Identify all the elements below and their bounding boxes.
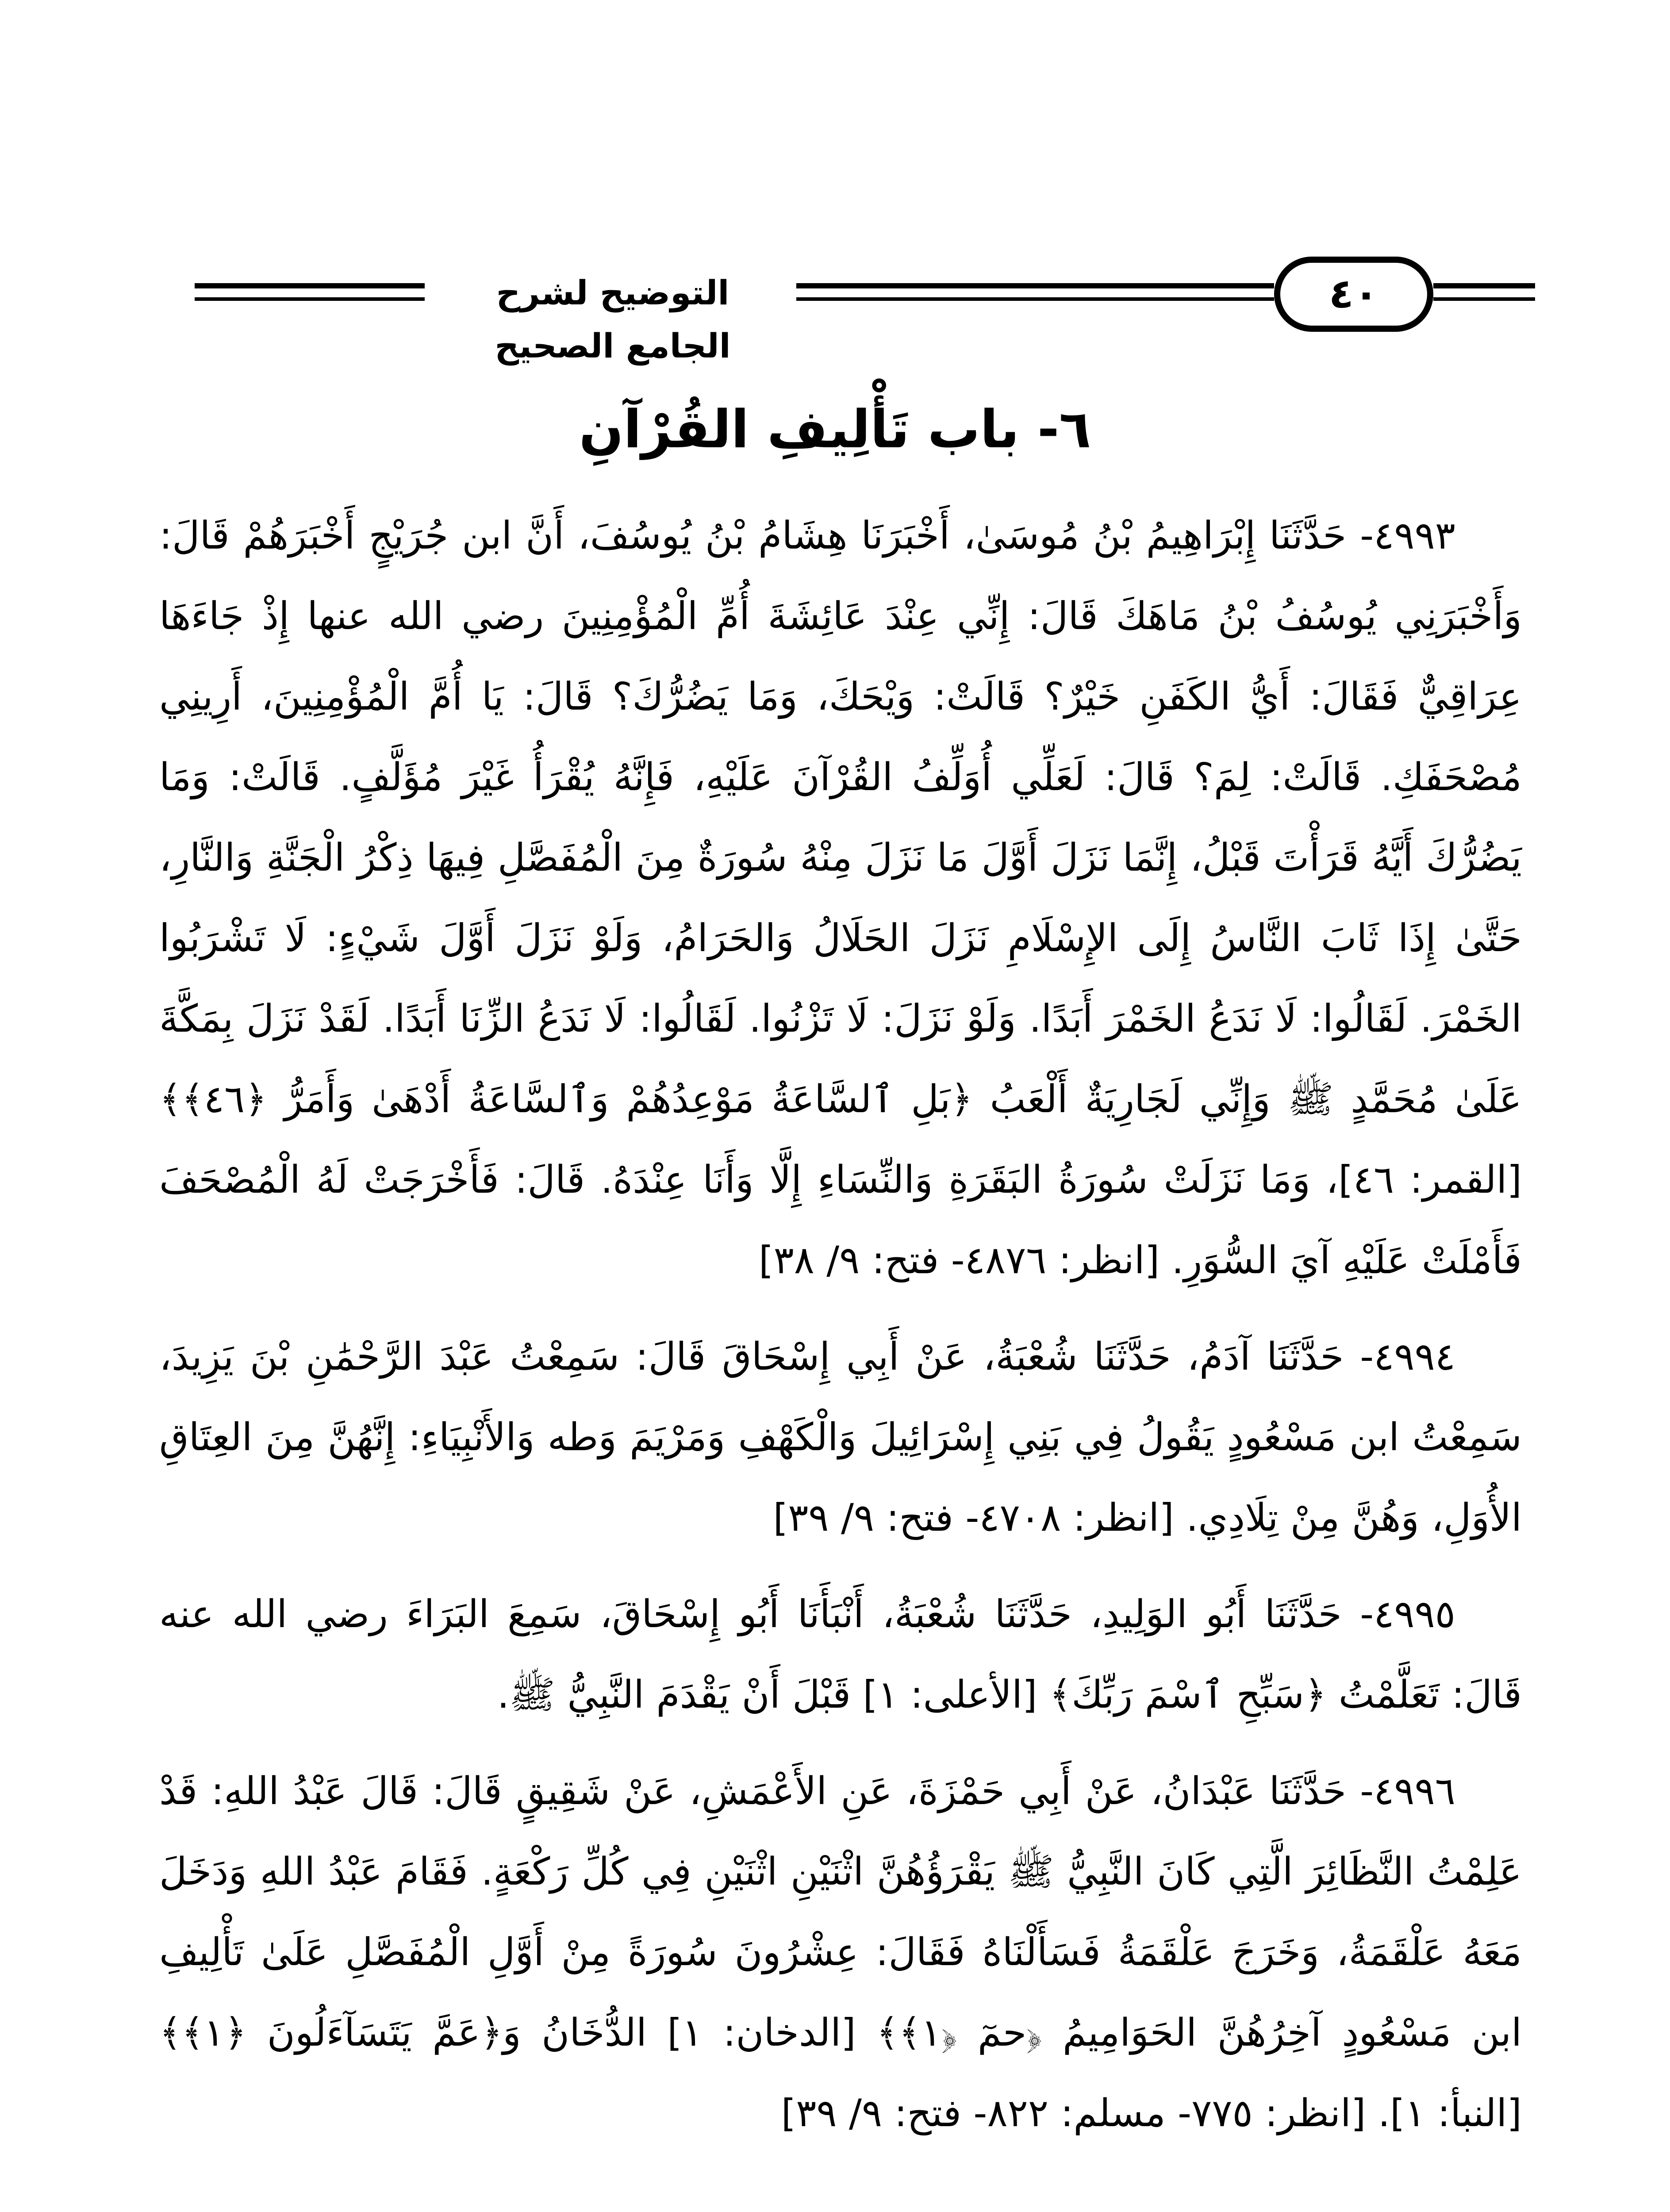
running-title: التوضيح لشرح الجامع الصحيح	[495, 273, 731, 365]
hadith-4993: ٤٩٩٣- حَدَّثَنَا إِبْرَاهِيمُ بْنُ مُوسَىٰ، أَخْبَرَنَا هِشَامُ بْنُ يُوسُفَ، أَنَّ ابن جُرَيْجٍ أَخْبَرَهُمْ قَالَ: وَأَخْبَرَنِي يُوسُفُ بْنُ مَاهَكَ قَالَ: إِنِّي عِنْدَ عَائِشَةَ أُمِّ الْمُؤْمِنِينَ رضي الله عنها إِذْ جَاءَهَا عِرَاقِيٌّ فَقَالَ: أَيُّ الكَفَنِ خَيْرٌ؟ قَالَتْ: وَيْحَكَ، وَمَا يَضُرُّكَ؟ قَالَ: يَا أُمَّ الْمُؤْمِنِينَ، أَرِينِي مُصْحَفَكِ. قَالَتْ: لِمَ؟ قَالَ: لَعَلِّي أُوَلِّفُ القُرْآنَ عَلَيْهِ، فَإِنَّهُ يُقْرَأُ غَيْرَ مُؤَلَّفٍ. قَالَتْ: وَمَا يَضُرُّكَ أَيَّهُ قَرَأْتَ قَبْلُ، إِنَّمَا نَزَلَ أَوَّلَ مَا نَزَلَ مِنْهُ سُورَةٌ مِنَ الْمُفَصَّلِ فِيهَا ذِكْرُ الْجَنَّةِ وَالنَّارِ، حَتَّىٰ إِذَا ثَابَ النَّاسُ إِلَى الإِسْلَامِ نَزَلَ الحَلَالُ وَالحَرَامُ، وَلَوْ نَزَلَ أَوَّلَ شَيْءٍ: لَا تَشْرَبُوا الخَمْرَ. لَقَالُوا: لَا نَدَعُ الخَمْرَ أَبَدًا. وَلَوْ نَزَلَ: لَا تَزْنُوا. لَقَالُوا: لَا نَدَعُ الزِّنَا أَبَدًا. لَقَدْ نَزَلَ بِمَكَّةَ عَلَىٰ مُحَمَّدٍ ﷺ وَإِنِّي لَجَارِيَةٌ أَلْعَبُ ﴿بَلِ ٱلسَّاعَةُ مَوْعِدُهُمْ وَٱلسَّاعَةُ أَدْهَىٰ وَأَمَرُّ ﴿٤٦﴾﴾ [القمر: ٤٦]، وَمَا نَزَلَتْ سُورَةُ البَقَرَةِ وَالنِّسَاءِ إِلَّا وَأَنَا عِنْدَهُ. قَالَ: فَأَخْرَجَتْ لَهُ الْمُصْحَفَ فَأَمْلَتْ عَلَيْهِ آيَ السُّوَرِ. [انظر: ٤٨٧٦- فتح: ٩/ ٣٨]	[159, 514, 1522, 1283]
header-rule-right-top	[1433, 283, 1535, 288]
header-rule-right-bottom	[1433, 297, 1535, 301]
page-number: ٤٠	[1274, 257, 1433, 332]
running-header	[0, 239, 1670, 365]
header-rule-middle-top	[796, 283, 1274, 288]
hadith-4996: ٤٩٩٦- حَدَّثَنَا عَبْدَانُ، عَنْ أَبِي حَمْزَةَ، عَنِ الأَعْمَشِ، عَنْ شَقِيقٍ قَالَ: قَالَ عَبْدُ اللهِ: قَدْ عَلِمْتُ النَّظَائِرَ الَّتِي كَانَ النَّبِيُّ ﷺ يَقْرَؤُهُنَّ اثْنَيْنِ اثْنَيْنِ فِي كُلِّ رَكْعَةٍ. فَقَامَ عَبْدُ اللهِ وَدَخَلَ مَعَهُ عَلْقَمَةُ، وَخَرَجَ عَلْقَمَةُ فَسَأَلْنَاهُ فَقَالَ: عِشْرُونَ سُورَةً مِنْ أَوَّلِ الْمُفَصَّلِ عَلَىٰ تَأْلِيفِ ابن مَسْعُودٍ آخِرُهُنَّ الحَوَامِيمُ ﴿حمٓ ﴿١﴾﴾ [الدخان: ١] الدُّخَانُ وَ﴿عَمَّ يَتَسَآءَلُونَ ﴿١﴾﴾ [النبأ: ١]. [انظر: ٧٧٥- مسلم: ٨٢٢- فتح: ٩/ ٣٩]	[159, 1769, 1522, 2135]
header-rule-left-top	[195, 283, 425, 288]
hadith-4994: ٤٩٩٤- حَدَّثَنَا آدَمُ، حَدَّثَنَا شُعْبَةُ، عَنْ أَبِي إِسْحَاقَ قَالَ: سَمِعْتُ عَبْدَ الرَّحْمَٰنِ بْنَ يَزِيدَ، سَمِعْتُ ابن مَسْعُودٍ يَقُولُ فِي بَنِي إِسْرَائِيلَ وَالْكَهْفِ وَمَرْيَمَ وَطه وَالأَنْبِيَاءِ: إِنَّهُنَّ مِنَ العِتَاقِ الأُوَلِ، وَهُنَّ مِنْ تِلَادِي. [انظر: ٤٧٠٨- فتح: ٩/ ٣٩]	[159, 1335, 1522, 1540]
hadith-text	[159, 495, 1522, 2170]
chapter-title: ٦- باب تَأْلِيفِ القُرْآنِ	[579, 399, 1091, 460]
hadith-4995: ٤٩٩٥- حَدَّثَنَا أَبُو الوَلِيدِ، حَدَّثَنَا شُعْبَةُ، أَنْبَأَنَا أَبُو إِسْحَاقَ، سَمِعَ البَرَاءَ رضي الله عنه قَالَ: تَعَلَّمْتُ ﴿سَبِّحِ ٱسْمَ رَبِّكَ﴾ [الأعلى: ١] قَبْلَ أَنْ يَقْدَمَ النَّبِيُّ ﷺ.	[159, 1592, 1522, 1717]
header-rule-middle-bottom	[796, 297, 1274, 301]
header-rule-left-bottom	[195, 297, 425, 301]
